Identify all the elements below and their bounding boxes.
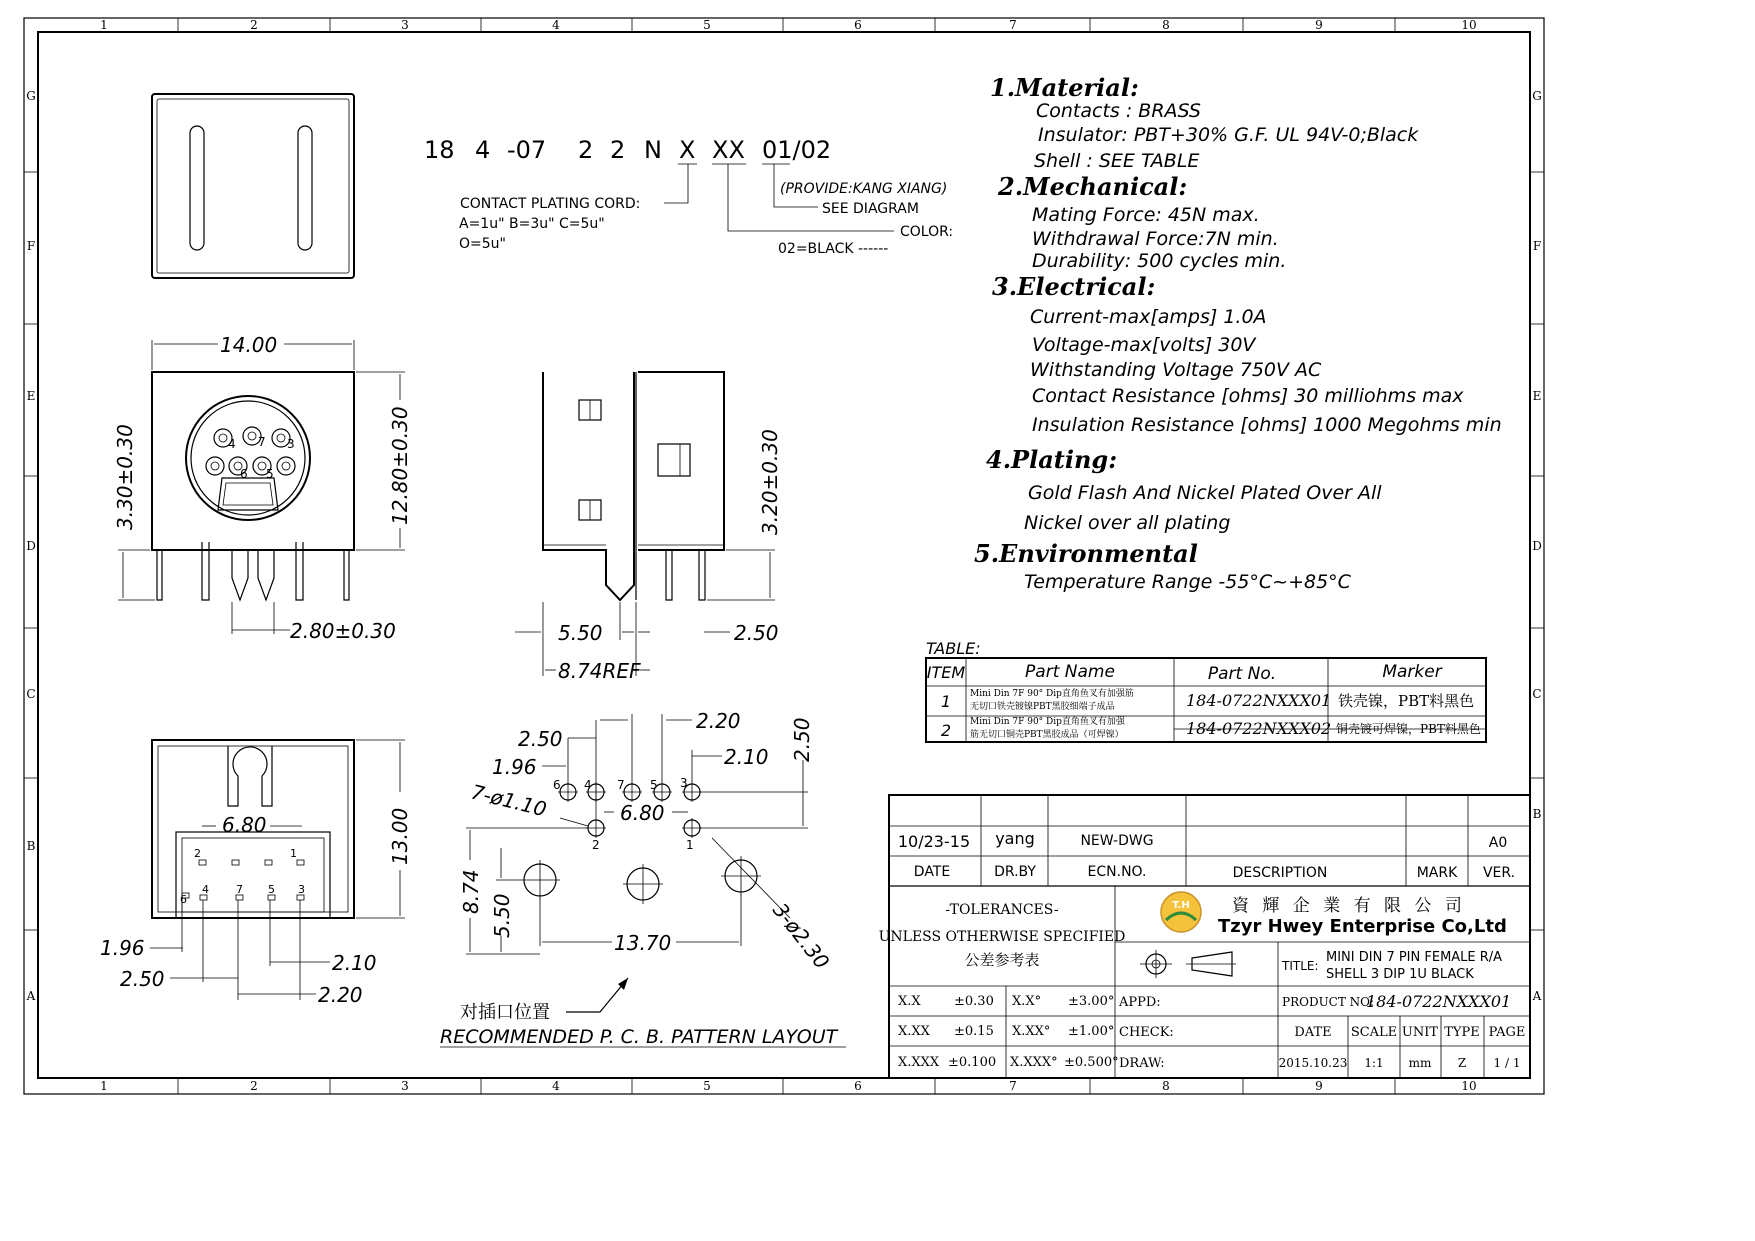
tol-cell: ±0.15: [954, 1024, 994, 1039]
title-line2: SHELL 3 DIP 1U BLACK: [1326, 967, 1474, 982]
col-label-bottom: 3: [401, 1079, 409, 1093]
table-name-line: Mini Din 7F 90° Dip直角鱼叉有加强筋: [970, 689, 1134, 699]
col-label-top: 6: [854, 18, 862, 32]
rev-drby: yang: [995, 829, 1035, 848]
spec-line: Durability: 500 cycles min.: [1032, 250, 1287, 272]
col-label-top: 1: [100, 18, 108, 32]
row-label-right: F: [1532, 239, 1542, 253]
dim-bottom-196: 1.96: [100, 936, 145, 960]
row-label-right: D: [1532, 539, 1542, 553]
pin-label: 2: [592, 838, 600, 852]
provide-note: (PROVIDE:KANG XIANG): [780, 181, 948, 197]
dim-pcb-250a: 2.50: [518, 727, 563, 751]
dim-side-b: 2.50: [734, 621, 779, 645]
dim-bottom-height: 13.00: [388, 807, 412, 865]
sheet-date: 2015.10.23: [1278, 1056, 1348, 1070]
row-label-left: B: [26, 839, 36, 853]
col-label-bottom: 5: [703, 1079, 711, 1093]
dim-front-pitch: 2.80±0.30: [290, 619, 396, 643]
tol-cell: X.XXX°: [1010, 1055, 1058, 1070]
h-ver: VER.: [1482, 865, 1516, 881]
col-label-top: 4: [552, 18, 560, 32]
row-label-right: C: [1532, 687, 1542, 701]
table-header: Part Name: [1025, 662, 1115, 682]
spec-line: Temperature Range -55°C~+85°C: [1024, 571, 1351, 593]
pin-label: 4: [228, 437, 236, 451]
col-label-top: 3: [401, 18, 409, 32]
row-label-left: A: [26, 989, 36, 1003]
h2-scale: SCALE: [1350, 1025, 1398, 1040]
dim-bottom-width: 6.80: [222, 813, 267, 837]
table-marker: 铁壳镍，PBT料黑色: [1338, 692, 1475, 710]
table-name-line: Mini Din 7F 90° Dip直角鱼叉有加强: [970, 717, 1125, 727]
h-mark: MARK: [1416, 865, 1458, 881]
bottom-view: [100, 740, 412, 1007]
pin-label: 3: [298, 883, 305, 896]
spec-line: Insulator: PBT+30% G.F. UL 94V-0;Black: [1038, 124, 1419, 146]
spec-line: Contact Resistance [ohms] 30 milliohms max: [1032, 385, 1464, 407]
spec-line: Insulation Resistance [ohms] 1000 Megohms min: [1032, 414, 1502, 436]
pcb-note: 对插口位置: [460, 1002, 550, 1023]
h-desc: DESCRIPTION: [1232, 865, 1328, 881]
top-view: [152, 94, 354, 278]
table-header: Part No.: [1207, 664, 1277, 684]
table-marker: 铜壳镀可焊镍，PBT料黑色: [1336, 722, 1481, 736]
spec-line: Shell : SEE TABLE: [1034, 150, 1200, 172]
pin-label: 7: [258, 435, 266, 449]
dim-front-pin: 3.30±0.30: [113, 424, 137, 530]
col-label-bottom: 8: [1162, 1079, 1170, 1093]
tol-cell: ±0.500°: [1064, 1055, 1119, 1070]
company-en: Tzyr Hwey Enterprise Co,Ltd: [1218, 916, 1507, 937]
col-label-bottom: 7: [1009, 1079, 1017, 1093]
plating-line2: O=5u": [459, 236, 506, 252]
table-header: Marker: [1382, 662, 1442, 682]
col-label-bottom: 1: [100, 1079, 108, 1093]
spec-line: Gold Flash And Nickel Plated Over All: [1028, 482, 1382, 504]
h-drby: DR.BY: [994, 864, 1036, 880]
h2-unit: UNIT: [1401, 1025, 1439, 1040]
table-name-line: 无切口铁壳镀镍PBT黑胶细端子成品: [970, 702, 1115, 712]
col-label-top: 8: [1162, 18, 1170, 32]
pin-label: 6: [553, 778, 561, 792]
front-view: [113, 333, 412, 643]
tol-cell: X.X°: [1012, 994, 1042, 1009]
title-block: [879, 795, 1530, 1078]
spec-line: Mating Force: 45N max.: [1032, 204, 1260, 226]
part-table: [926, 639, 1486, 742]
tol-cell: ±1.00°: [1068, 1024, 1115, 1039]
tol-cell: ±0.30: [954, 994, 994, 1009]
table-caption: TABLE:: [926, 639, 981, 658]
col-label-top: 10: [1461, 18, 1477, 32]
pin-label: 3: [680, 776, 688, 790]
dim-bottom-210: 2.10: [332, 951, 377, 975]
sheet-scale: 1:1: [1364, 1056, 1384, 1070]
dim-bottom-220: 2.20: [318, 983, 363, 1007]
company-cn: 資 輝 企 業 有 限 公 司: [1232, 896, 1466, 916]
col-label-top: 2: [250, 18, 258, 32]
dim-side-ref: 8.74REF: [558, 659, 641, 683]
dim-pcb-680: 6.80: [620, 801, 665, 825]
code-seg: X: [679, 136, 696, 164]
code-seg: 2: [610, 136, 626, 164]
spec-title: 2.Mechanical:: [998, 172, 1188, 201]
row-label-right: A: [1532, 989, 1542, 1003]
code-seg: 2: [578, 136, 594, 164]
tol-cn: 公差参考表: [964, 951, 1040, 969]
spec-line: Withstanding Voltage 750V AC: [1030, 359, 1322, 381]
rev-date: 10/23-15: [897, 832, 971, 851]
plating-title: CONTACT PLATING CORD:: [460, 196, 641, 212]
code-seg: 4: [475, 136, 491, 164]
title-line1: MINI DIN 7 PIN FEMALE R/A: [1326, 950, 1503, 965]
pin-label: 7: [236, 883, 243, 896]
h2-date: DATE: [1294, 1025, 1332, 1040]
code-seg: N: [644, 136, 662, 164]
row-label-right: B: [1532, 807, 1542, 821]
pin-label: 7: [617, 778, 625, 792]
spec-line: Contacts : BRASS: [1036, 100, 1201, 122]
rev-ver: A0: [1488, 835, 1508, 851]
dim-side-a: 5.50: [558, 621, 603, 645]
spec-line: Current-max[amps] 1.0A: [1030, 306, 1267, 328]
col-label-top: 5: [703, 18, 711, 32]
col-label-bottom: 4: [552, 1079, 560, 1093]
pin-label: 5: [268, 883, 275, 896]
spec-line: Nickel over all plating: [1024, 512, 1231, 534]
spec-title: 1.Material:: [990, 73, 1139, 102]
pin-label: 5: [266, 467, 274, 481]
h2-page: PAGE: [1488, 1025, 1526, 1040]
tol-cell: X.XX: [898, 1024, 930, 1039]
check-label: CHECK:: [1119, 1025, 1174, 1040]
h-ecn: ECN.NO.: [1087, 864, 1147, 880]
tol-line: UNLESS OTHERWISE SPECIFIED: [878, 929, 1126, 945]
dim-pcb-210: 2.10: [724, 745, 769, 769]
pin-label: 6: [240, 467, 248, 481]
spec-title: 5.Environmental: [974, 539, 1198, 568]
tol-cell: X.X: [898, 994, 921, 1009]
row-label-left: D: [26, 539, 36, 553]
color-black: 02=BLACK ------: [778, 241, 889, 257]
code-seg: XX: [712, 136, 745, 164]
spec-title: 3.Electrical:: [992, 272, 1156, 301]
table-item: 2: [940, 721, 952, 740]
dim-pcb-1370: 13.70: [614, 931, 672, 955]
tol-cell: X.XXX: [898, 1055, 940, 1070]
rev-ecn: NEW-DWG: [1080, 833, 1154, 849]
table-item: 1: [940, 692, 952, 711]
code-seg: 01/02: [762, 136, 832, 164]
dim-pcb-550: 5.50: [490, 893, 514, 938]
dim-pcb-250v: 2.50: [790, 717, 814, 762]
pin-label: 3: [287, 437, 295, 451]
pin-label: 2: [194, 847, 201, 860]
specifications: [974, 73, 1502, 593]
col-label-bottom: 6: [854, 1079, 862, 1093]
h2-type: TYPE: [1444, 1025, 1480, 1040]
tol-cell: ±3.00°: [1068, 994, 1115, 1009]
sheet-unit: mm: [1408, 1056, 1432, 1070]
dim-pcb-big: 3-ø2.30: [768, 898, 835, 974]
side-view: [515, 372, 782, 683]
sheet-type: Z: [1457, 1056, 1467, 1070]
logo-text: T.H: [1172, 900, 1190, 911]
pcb-title: RECOMMENDED P. C. B. PATTERN LAYOUT: [440, 1026, 838, 1048]
dim-front-height: 12.80±0.30: [388, 406, 412, 525]
dim-pcb-220: 2.20: [696, 709, 741, 733]
pin-label: 4: [202, 883, 209, 896]
code-seg: 18: [424, 136, 455, 164]
dim-front-width: 14.00: [220, 333, 278, 357]
col-label-bottom: 9: [1315, 1079, 1323, 1093]
draw-label: DRAW:: [1119, 1056, 1165, 1071]
title-label: TITLE:: [1282, 959, 1319, 973]
col-label-top: 7: [1009, 18, 1017, 32]
pin-label: 1: [290, 847, 297, 860]
table-header: ITEM: [926, 663, 966, 682]
row-label-right: G: [1532, 89, 1542, 103]
dim-bottom-250: 2.50: [120, 967, 165, 991]
tol-cell: ±0.100: [948, 1055, 997, 1070]
col-label-bottom: 2: [250, 1079, 258, 1093]
product-no: 184-0722NXXX01: [1366, 992, 1512, 1011]
plating-line1: A=1u" B=3u" C=5u": [459, 216, 605, 232]
col-label-top: 9: [1315, 18, 1323, 32]
spec-line: Withdrawal Force:7N min.: [1032, 228, 1279, 250]
row-label-left: C: [26, 687, 36, 701]
row-label-left: F: [26, 239, 36, 253]
table-part-no: 184-0722NXXX02: [1186, 719, 1332, 738]
row-label-right: E: [1532, 389, 1542, 403]
part-code: [424, 136, 953, 257]
appd-label: APPD:: [1119, 995, 1161, 1010]
pin-label: 4: [584, 778, 592, 792]
tol-title: -TOLERANCES-: [945, 902, 1059, 918]
table-part-no: 184-0722NXXX01: [1186, 691, 1332, 710]
dim-pcb-874: 8.74: [459, 869, 483, 914]
dim-pcb-holes: 7-ø1.10: [468, 779, 550, 822]
spec-title: 4.Plating:: [986, 445, 1118, 474]
row-label-left: G: [26, 89, 36, 103]
pin-label: 6: [180, 893, 187, 906]
spec-line: Voltage-max[volts] 30V: [1032, 334, 1256, 356]
table-name-line: 筋无切口铜壳PBT黑胶成品（可焊镍）: [970, 730, 1124, 740]
see-diagram: SEE DIAGRAM: [822, 201, 919, 217]
row-label-left: E: [26, 389, 36, 403]
col-label-bottom: 10: [1461, 1079, 1477, 1093]
color-label: COLOR:: [900, 224, 954, 240]
dim-pcb-196: 1.96: [492, 755, 537, 779]
tol-cell: X.XX°: [1012, 1024, 1051, 1039]
product-label: PRODUCT NO:: [1282, 995, 1375, 1009]
code-seg: -07: [507, 136, 547, 164]
pin-label: 5: [650, 778, 658, 792]
sheet-page: 1 / 1: [1493, 1056, 1521, 1070]
pcb-layout: [440, 709, 846, 1048]
dim-side-pin: 3.20±0.30: [758, 429, 782, 535]
h-date: DATE: [913, 864, 951, 880]
pin-label: 1: [686, 838, 694, 852]
